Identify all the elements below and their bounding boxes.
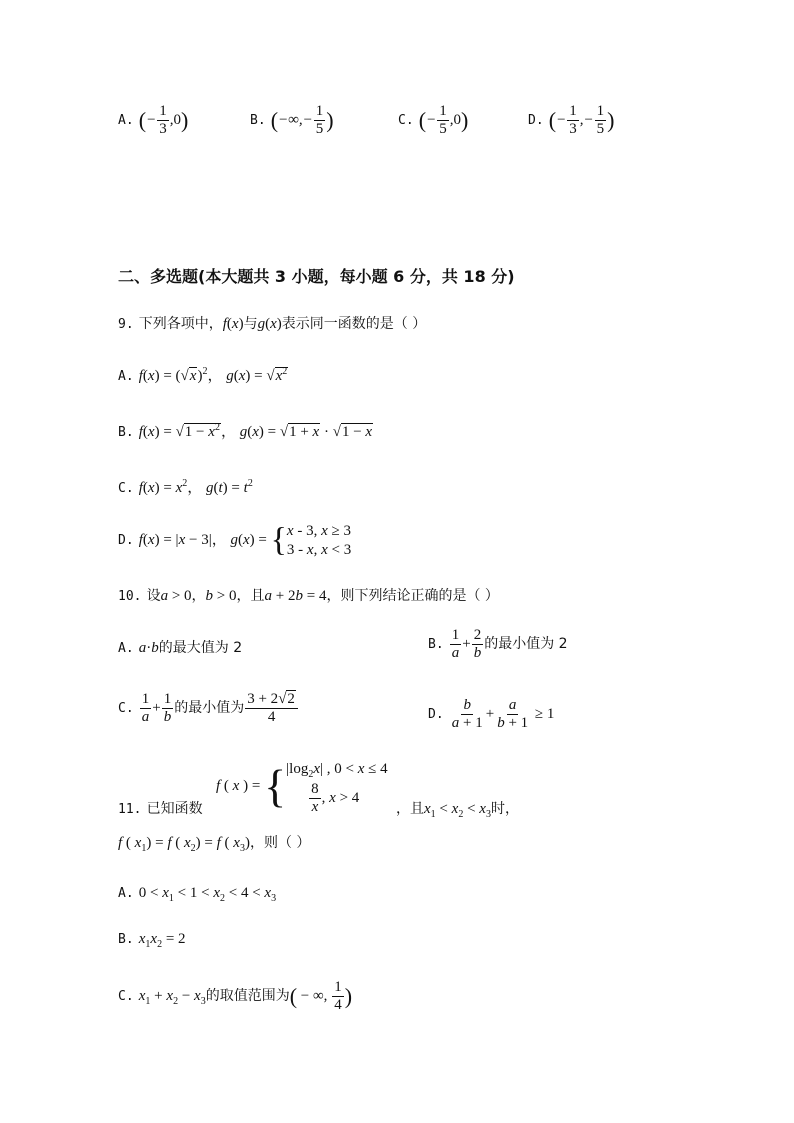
- stem-text: 与: [243, 316, 258, 332]
- option-label: B.: [118, 425, 134, 440]
- option-label: C.: [398, 112, 414, 128]
- q11-stem-equal: [118, 832, 310, 854]
- option-math: $x_1x_2 = 2$: [138, 931, 186, 950]
- stem-text: ，且: [236, 588, 265, 604]
- option-math: a·b: [138, 640, 159, 656]
- stem-text: 已知函数: [146, 801, 203, 817]
- q11-option-a: [118, 882, 276, 904]
- option-label: C.: [118, 481, 134, 496]
- math-fx: f(x): [222, 316, 244, 332]
- option-math: $f(x) = x^2$， $g(t) = t^2$: [138, 478, 253, 496]
- q8-option-a: [118, 104, 188, 137]
- q10-option-c: [118, 692, 299, 725]
- stem-text: 下列各项中，: [138, 316, 223, 332]
- q11-stem-condition: [396, 798, 519, 820]
- math-gx: g(x): [257, 316, 282, 332]
- option-label: B.: [250, 112, 266, 128]
- option-label: A.: [118, 886, 134, 901]
- option-math: $\frac{1}{a}$ + $\frac{1}{b}$: [141, 691, 172, 725]
- question-number: 10.: [118, 589, 142, 604]
- q9-option-c: [118, 476, 253, 497]
- q11-option-c: [118, 980, 352, 1013]
- q9-option-a: [118, 364, 288, 385]
- math-b-gt-0: b > 0: [205, 588, 237, 604]
- stem-text: ，且: [396, 801, 424, 817]
- math-f-equal: f ( $x_1) = f$ ( $x_2) = f$ ( $x_3$): [118, 835, 250, 854]
- option-text: 的最小值为: [174, 699, 245, 716]
- q10-stem: [118, 585, 499, 605]
- option-label: A.: [118, 112, 134, 128]
- q10-option-b: [428, 628, 568, 661]
- option-math: f(x) = |x − 3|， g(x) = { x - 3, x ≥ 3 3 - x, x < 3: [138, 521, 352, 559]
- q11-option-b: [118, 928, 186, 950]
- option-math: $x_1 + x_2 - x_3$: [138, 987, 206, 1007]
- option-math: (− $\frac{1}{5}$ ,0): [418, 103, 469, 137]
- option-math-value: $\frac{3 + 2√2}{4}$: [244, 700, 299, 716]
- option-math: (−∞,− $\frac{1}{5}$ ): [270, 103, 334, 137]
- option-label: A.: [118, 369, 134, 384]
- option-text: 的最小值为 2: [484, 635, 568, 652]
- option-label: D.: [428, 706, 444, 722]
- option-math: $\frac{1}{a}$ + $\frac{2}{b}$: [451, 627, 482, 661]
- option-text: 的取值范围为: [205, 987, 290, 1004]
- math-a-plus-2b: a + 2b = 4: [264, 588, 327, 604]
- q10-option-a: [118, 637, 242, 657]
- math-x-order: $x_1 < x_2 < x_3$: [424, 801, 491, 820]
- stem-text: ，则（ ）: [249, 835, 311, 851]
- q11-piecewise: [216, 758, 388, 815]
- stem-text: 时，: [490, 801, 519, 817]
- q11-stem: [118, 798, 203, 818]
- q9-option-b: [118, 420, 373, 441]
- stem-text: ，: [191, 588, 206, 604]
- option-label: C.: [118, 700, 134, 716]
- q8-option-d: [528, 104, 614, 137]
- section-heading: 二、多选题(本大题共 3 小题，每小题 6 分，共 18 分): [118, 267, 515, 286]
- question-number: 11.: [118, 802, 142, 817]
- option-label: C.: [118, 988, 134, 1004]
- q8-option-b: [250, 104, 334, 137]
- math-a-gt-0: a > 0: [160, 588, 192, 604]
- option-math: $f(x) = √1 - x^2$， g(x) = √1 + x · √1 − x: [138, 422, 373, 440]
- option-math: (− $\frac{1}{3}$ ,0): [138, 103, 189, 137]
- option-math: $0 < x_1 < 1 < x_2 < 4 < x_3$: [138, 885, 277, 904]
- q9-option-d: [118, 522, 351, 560]
- option-text: 的最大值为 2: [158, 640, 243, 656]
- option-math-range: ( − ∞, $\frac{1}{4}$ ): [289, 979, 353, 1013]
- stem-text: 表示同一函数的是（ ）: [281, 316, 427, 332]
- q9-stem: [118, 313, 426, 333]
- question-number: 9.: [118, 317, 134, 332]
- q8-option-c: [398, 104, 468, 137]
- stem-text: 设: [146, 588, 161, 604]
- option-math: $f(x) = (√x)^2$， $g(x) = √x^2$: [138, 366, 288, 384]
- math-fx-def: f ( x ) = { $|\log_2x|$ , 0 < x ≤ 4 $\frac{8}{x}$ , x > 4: [216, 760, 388, 815]
- option-label: D.: [118, 533, 134, 549]
- option-label: B.: [118, 932, 134, 947]
- option-label: A.: [118, 641, 134, 656]
- option-math: (− $\frac{1}{3}$ ,− $\frac{1}{5}$ ): [548, 103, 615, 137]
- option-label: B.: [428, 636, 444, 652]
- q10-option-d: [428, 698, 554, 731]
- option-label: D.: [528, 112, 544, 128]
- option-math: $\frac{b}{a + 1}$ + $\frac{a}{b + 1}$ ≥ 1: [451, 697, 555, 731]
- stem-text: ，则下列结论正确的是（ ）: [326, 588, 499, 604]
